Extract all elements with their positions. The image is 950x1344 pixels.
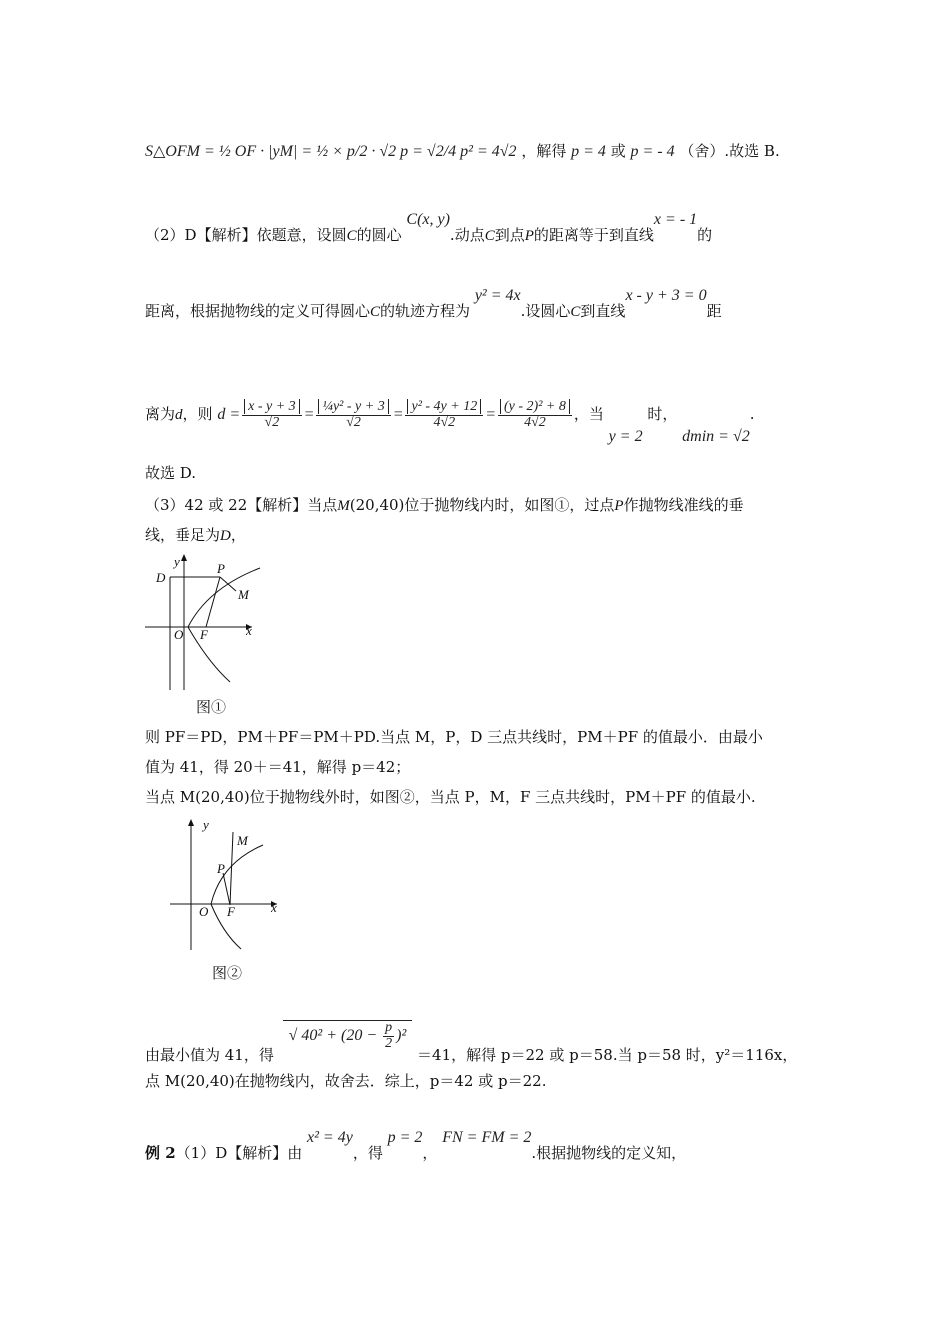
fig1-label-f: F [200,627,208,642]
figure-1-caption: 图① [196,698,227,716]
part2-line-1: （2）D【解析】依题意，设圆C的圆心 C(x, y).动点C到点P的距离等于到直线x = - 1的 [145,211,713,244]
sqrt-formula: √ 40² + (20 − $\frac{p}{2}$ )² [283,1020,413,1051]
figure-1-parabola [140,550,270,695]
part2-line-2: 距离，根据抛物线的定义可得圆心C的轨迹方程为 y² = 4x.设圆心C到直线x - y + 3 = 0距 [145,287,722,320]
fig1-label-y: y [174,554,180,569]
fig2-label-o: O [199,904,209,919]
example2-line-1: 例 2（1）D【解析】由 x² = 4y，得 p = 2， FN = FM = 2.根据抛物线的定义知， [145,1129,687,1162]
part2-conclusion: 故选 D. [145,464,197,482]
fig1-label-x: x [246,623,252,638]
center-coords: C(x, y) [406,211,450,228]
part3-line-6: 由最小值为 41，得 √ 40² + (20 − $\frac{p}{2}$ )² ＝41，解得 p＝22 或 p＝58.当 p＝58 时，y²＝116x， [145,1020,798,1064]
part3-line-3: 则 PF＝PD，PM＋PF＝PM＋PD.当点 M，P，D 三点共线时，PM＋PF 的值最小．由最小 [145,728,763,746]
part3-line-1: （3）42 或 22【解析】当点M(20,40)位于抛物线内时，如图①，过点P作抛物线准线的垂 [145,496,744,514]
part3-line-7: 点 M(20,40)在抛物线内，故舍去．综上，p＝42 或 p＝22. [145,1072,547,1090]
area-formula: S△OFM = ½ OF · |yM| = ½ × p/2 · √2 p = √2/4 p² = 4√2 [145,143,517,160]
distance-formula: d = $\frac{x - y + 3}{√2}$ = $\frac{\text{¼y² - y + 3}}{√2}$ = $\frac{\text{y² - 4y + 12}}{4√2}$ = $\frac{\text{(y - 2)² + 8}}{4√2}$ [217,400,574,430]
fig1-label-m: M [238,587,249,602]
fig2-label-f: F [227,904,235,919]
fig2-label-y: y [203,817,209,832]
fig1-label-o: O [174,627,184,642]
fig1-label-p: P [217,561,225,576]
formula-line-1: S△OFM = ½ OF · |yM| = ½ × p/2 · √2 p = √2/4 p² = 4√2 ，解得 p = 4 或 p = - 4 （舍）.故选 B. [145,142,780,160]
example-label: 例 2 [145,1144,176,1162]
fig1-label-d: D [156,570,166,585]
part3-line-5: 当点 M(20,40)位于抛物线外时，如图②，当点 P，M，F 三点共线时，PM＋PF 的值最小. [145,788,756,806]
locus-equation: y² = 4x [474,287,521,304]
part3-line-2: 线，垂足为D， [145,526,246,544]
figure-2-parabola [165,815,285,955]
part3-line-4: 值为 41，得 20＋＝41，解得 p＝42； [145,758,411,776]
fig2-label-p: P [217,861,225,876]
fig2-label-m: M [237,833,248,848]
fig2-label-x: x [271,900,277,915]
part2-line-3: 离为d，则 d = $\frac{x - y + 3}{√2}$ = $\frac{\text{¼y² - y + 3}}{√2}$ = $\frac{\text{y² - 4y + 12}}{4√2}$ = $\frac{\text{(y - 2)² + 8}}{4√2}$ ，当 y = 2 时， dmin = √2. [145,399,755,446]
figure-2-caption: 图② [212,964,243,982]
min-distance: dmin = √2 [682,428,750,446]
